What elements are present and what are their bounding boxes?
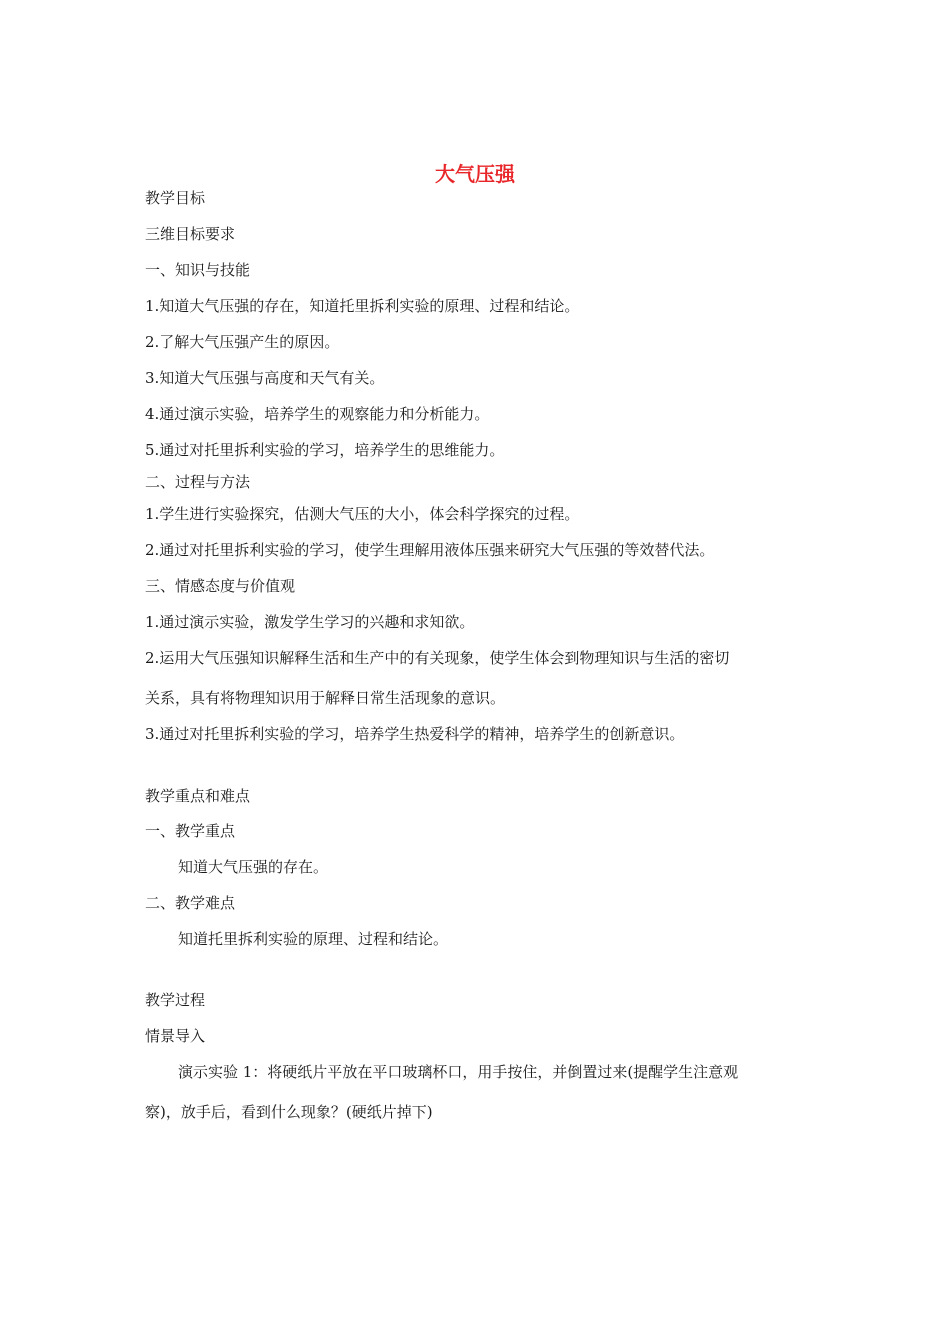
paragraph-demo-experiment: 演示实验 1：将硬纸片平放在平口玻璃杯口，用手按住，并倒置过来(提醒学生注意观 [178, 1063, 739, 1081]
list-item: 2.运用大气压强知识解释生活和生产中的有关现象，使学生体会到物理知识与生活的密切 [145, 649, 730, 667]
heading-key-difficult-points: 教学重点和难点 [145, 787, 251, 805]
list-item: 3.知道大气压强与高度和天气有关。 [145, 369, 385, 387]
list-item: 2.通过对托里拆利实验的学习，使学生理解用液体压强来研究大气压强的等效替代法。 [145, 541, 715, 559]
heading-3d-goals: 三维目标要求 [145, 225, 236, 243]
paragraph-continuation: 察)，放手后，看到什么现象？(硬纸片掉下) [145, 1103, 433, 1121]
list-item: 2.了解大气压强产生的原因。 [145, 333, 340, 351]
section-difficult-point: 二、教学难点 [145, 894, 236, 912]
section-key-point: 一、教学重点 [145, 822, 236, 840]
heading-teaching-goals: 教学目标 [145, 189, 206, 207]
list-item: 4.通过演示实验，培养学生的观察能力和分析能力。 [145, 405, 490, 423]
section-knowledge-skills: 一、知识与技能 [145, 261, 251, 279]
list-item: 1.通过演示实验，激发学生学习的兴趣和求知欲。 [145, 613, 475, 631]
list-item-continuation: 关系，具有将物理知识用于解释日常生活现象的意识。 [145, 689, 506, 707]
section-attitude-values: 三、情感态度与价值观 [145, 577, 296, 595]
list-item: 1.学生进行实验探究，估测大气压的大小，体会科学探究的过程。 [145, 505, 580, 523]
key-point-text: 知道大气压强的存在。 [178, 858, 329, 876]
list-item: 3.通过对托里拆利实验的学习，培养学生热爱科学的精神，培养学生的创新意识。 [145, 725, 685, 743]
list-item: 1.知道大气压强的存在，知道托里拆利实验的原理、过程和结论。 [145, 297, 580, 315]
document-title: 大气压强 [435, 162, 515, 186]
section-scenario-intro: 情景导入 [145, 1027, 206, 1045]
section-process-method: 二、过程与方法 [145, 473, 251, 491]
heading-teaching-process: 教学过程 [145, 991, 206, 1009]
list-item: 5.通过对托里拆利实验的学习，培养学生的思维能力。 [145, 441, 505, 459]
difficult-point-text: 知道托里拆利实验的原理、过程和结论。 [178, 930, 449, 948]
